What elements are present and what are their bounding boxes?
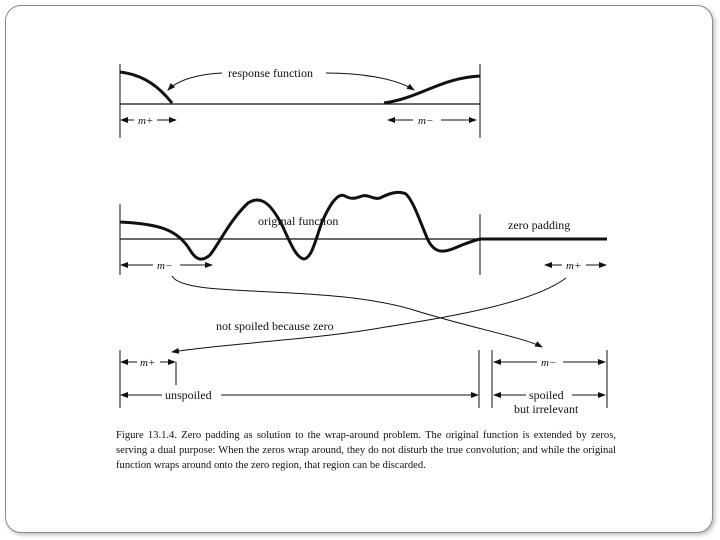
response-arrow-left	[168, 73, 222, 90]
spoiled-label: spoiled	[529, 388, 564, 402]
original-function-panel	[120, 192, 607, 275]
response-curve-left	[120, 72, 172, 103]
figure-caption: Figure 13.1.4. Zero padding as solution to the wrap-around problem. The original function is extended by zeros, serving a dual purpose: When the zeros wrap around, they do not disturb the true convolution; and while the original function wraps around onto the zero region, that region can be discarded.	[116, 430, 616, 471]
original-function-label: original function	[258, 214, 339, 228]
result-panel	[120, 350, 607, 416]
unspoiled-label: unspoiled	[165, 388, 212, 402]
m-plus-label-bottom: m+	[140, 357, 156, 369]
m-plus-label-top: m+	[138, 115, 154, 127]
wrap-arrow-function-to-padding	[172, 276, 542, 347]
m-minus-label-top: m−	[418, 115, 434, 127]
m-minus-label-bottom: m−	[541, 357, 557, 369]
response-arrow-right	[326, 73, 414, 90]
m-minus-label-middle: m−	[157, 260, 173, 272]
m-plus-label-middle: m+	[566, 260, 582, 272]
response-function-panel	[120, 64, 480, 138]
response-function-label: response function	[228, 66, 313, 80]
zero-padding-label: zero padding	[508, 218, 571, 232]
irrelevant-label: but irrelevant	[514, 402, 579, 416]
not-spoiled-label: not spoiled because zero	[216, 319, 334, 333]
wrap-arrow-padding-to-start	[172, 278, 566, 352]
response-curve-right	[384, 76, 480, 103]
wrap-around-arrows	[172, 276, 566, 352]
